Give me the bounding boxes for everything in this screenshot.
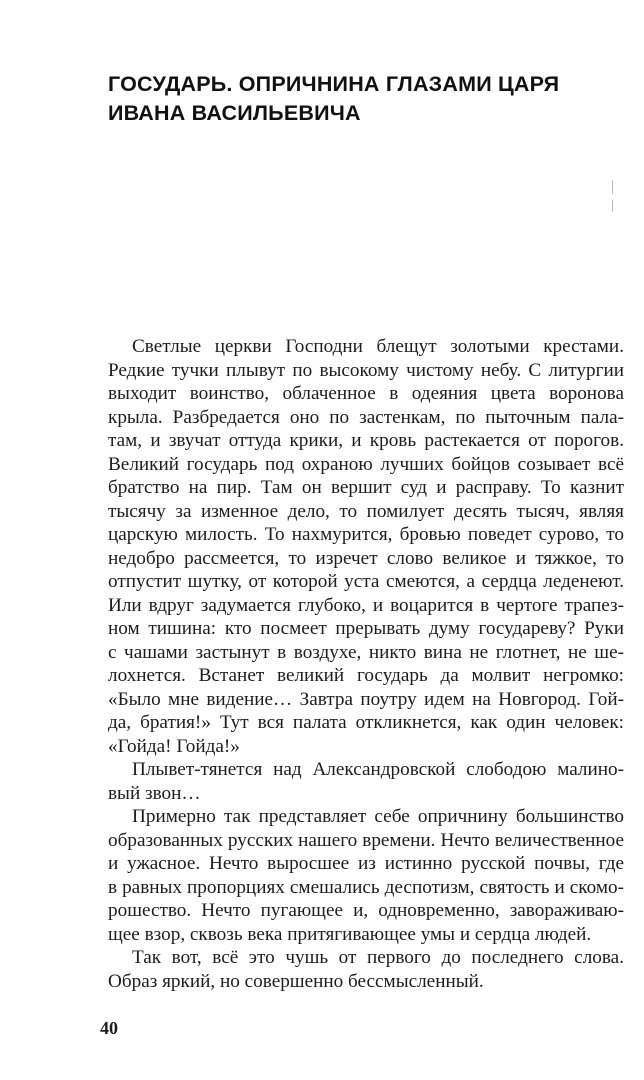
text-line: «Гойда! Гойда!»: [108, 735, 240, 757]
text-line: Так вот, всё это чушь от первого до последнего слова.: [132, 947, 624, 968]
text-line: Великий государь под охраною лучших бойцов созывает всё: [108, 453, 624, 475]
text-line: Примерно так представляет себе опричнину большинство: [132, 806, 624, 827]
page-number: 40: [100, 1018, 118, 1038]
text-line: щее взор, сквозь века притягивающее умы и сердца людей.: [108, 923, 592, 945]
text-line: лохнется. Встанет великий государь да молвит негромко:: [108, 665, 624, 686]
text-line: с чашами застынут в воздухе, никто вина не глотнет, не ше-: [108, 641, 624, 663]
chapter-title-line: ГОСУДАРЬ. ОПРИЧНИНА ГЛАЗАМИ ЦАРЯ: [108, 72, 560, 96]
text-line: рошество. Нечто пугающее и, одновременно, завораживаю-: [108, 900, 624, 921]
text-line: отпустит шутку, от которой уста смеются, а сердца леденеют.: [108, 571, 624, 592]
chapter-title: [108, 70, 628, 128]
text-line: тысячу за изменное дело, то помилует десять тысяч, являя: [108, 500, 624, 522]
text-line: Плывет-тянется над Александровской слободою малино-: [132, 759, 624, 780]
text-line: царскую милость. То нахмурится, бровью поведет сурово, то: [108, 524, 624, 545]
text-line: выходит воинство, облаченное в одеяния цвета воронова: [108, 383, 624, 404]
text-line: Или вдруг задумается глубоко, и воцарится в чертоге трапез-: [108, 594, 624, 616]
text-line: «Было мне видение… Завтра поутру идем на Новгород. Гой-: [108, 688, 624, 710]
text-line: Образ яркий, но совершенно бессмысленный.: [108, 970, 484, 992]
text-line: Редкие тучки плывут по высокому чистому небу. С литургии: [108, 359, 624, 381]
text-line: Светлые церкви Господни блещут золотыми крестами.: [132, 336, 624, 357]
text-line: вый звон…: [108, 782, 201, 804]
chapter-title-line: ИВАНА ВАСИЛЬЕВИЧА: [108, 101, 361, 125]
text-line: да, братия!» Тут вся палата откликнется, как один человек:: [108, 712, 624, 733]
text-line: образованных русских нашего времени. Нечто величественное: [108, 829, 624, 851]
text-line: ном тишина: кто посмеет прерывать думу государеву? Руки: [108, 618, 624, 639]
text-line: там, и звучат оттуда крики, и кровь растекается от порогов.: [108, 430, 624, 451]
text-line: в равных пропорциях смешались деспотизм, святость и скомо-: [108, 876, 624, 898]
scan-mark: [612, 200, 613, 212]
scan-mark: [612, 180, 613, 194]
text-line: крыла. Разбредается оно по застенкам, по пыточным пала-: [108, 406, 624, 428]
text-line: братство на пир. Там он вершит суд и расправу. То казнит: [108, 477, 624, 498]
body-text: [108, 335, 624, 993]
text-line: недобро рассмеется, то изречет слово великое и тяжкое, то: [108, 547, 624, 569]
text-line: и ужасное. Нечто выросшее из истинно русской почвы, где: [108, 853, 624, 874]
